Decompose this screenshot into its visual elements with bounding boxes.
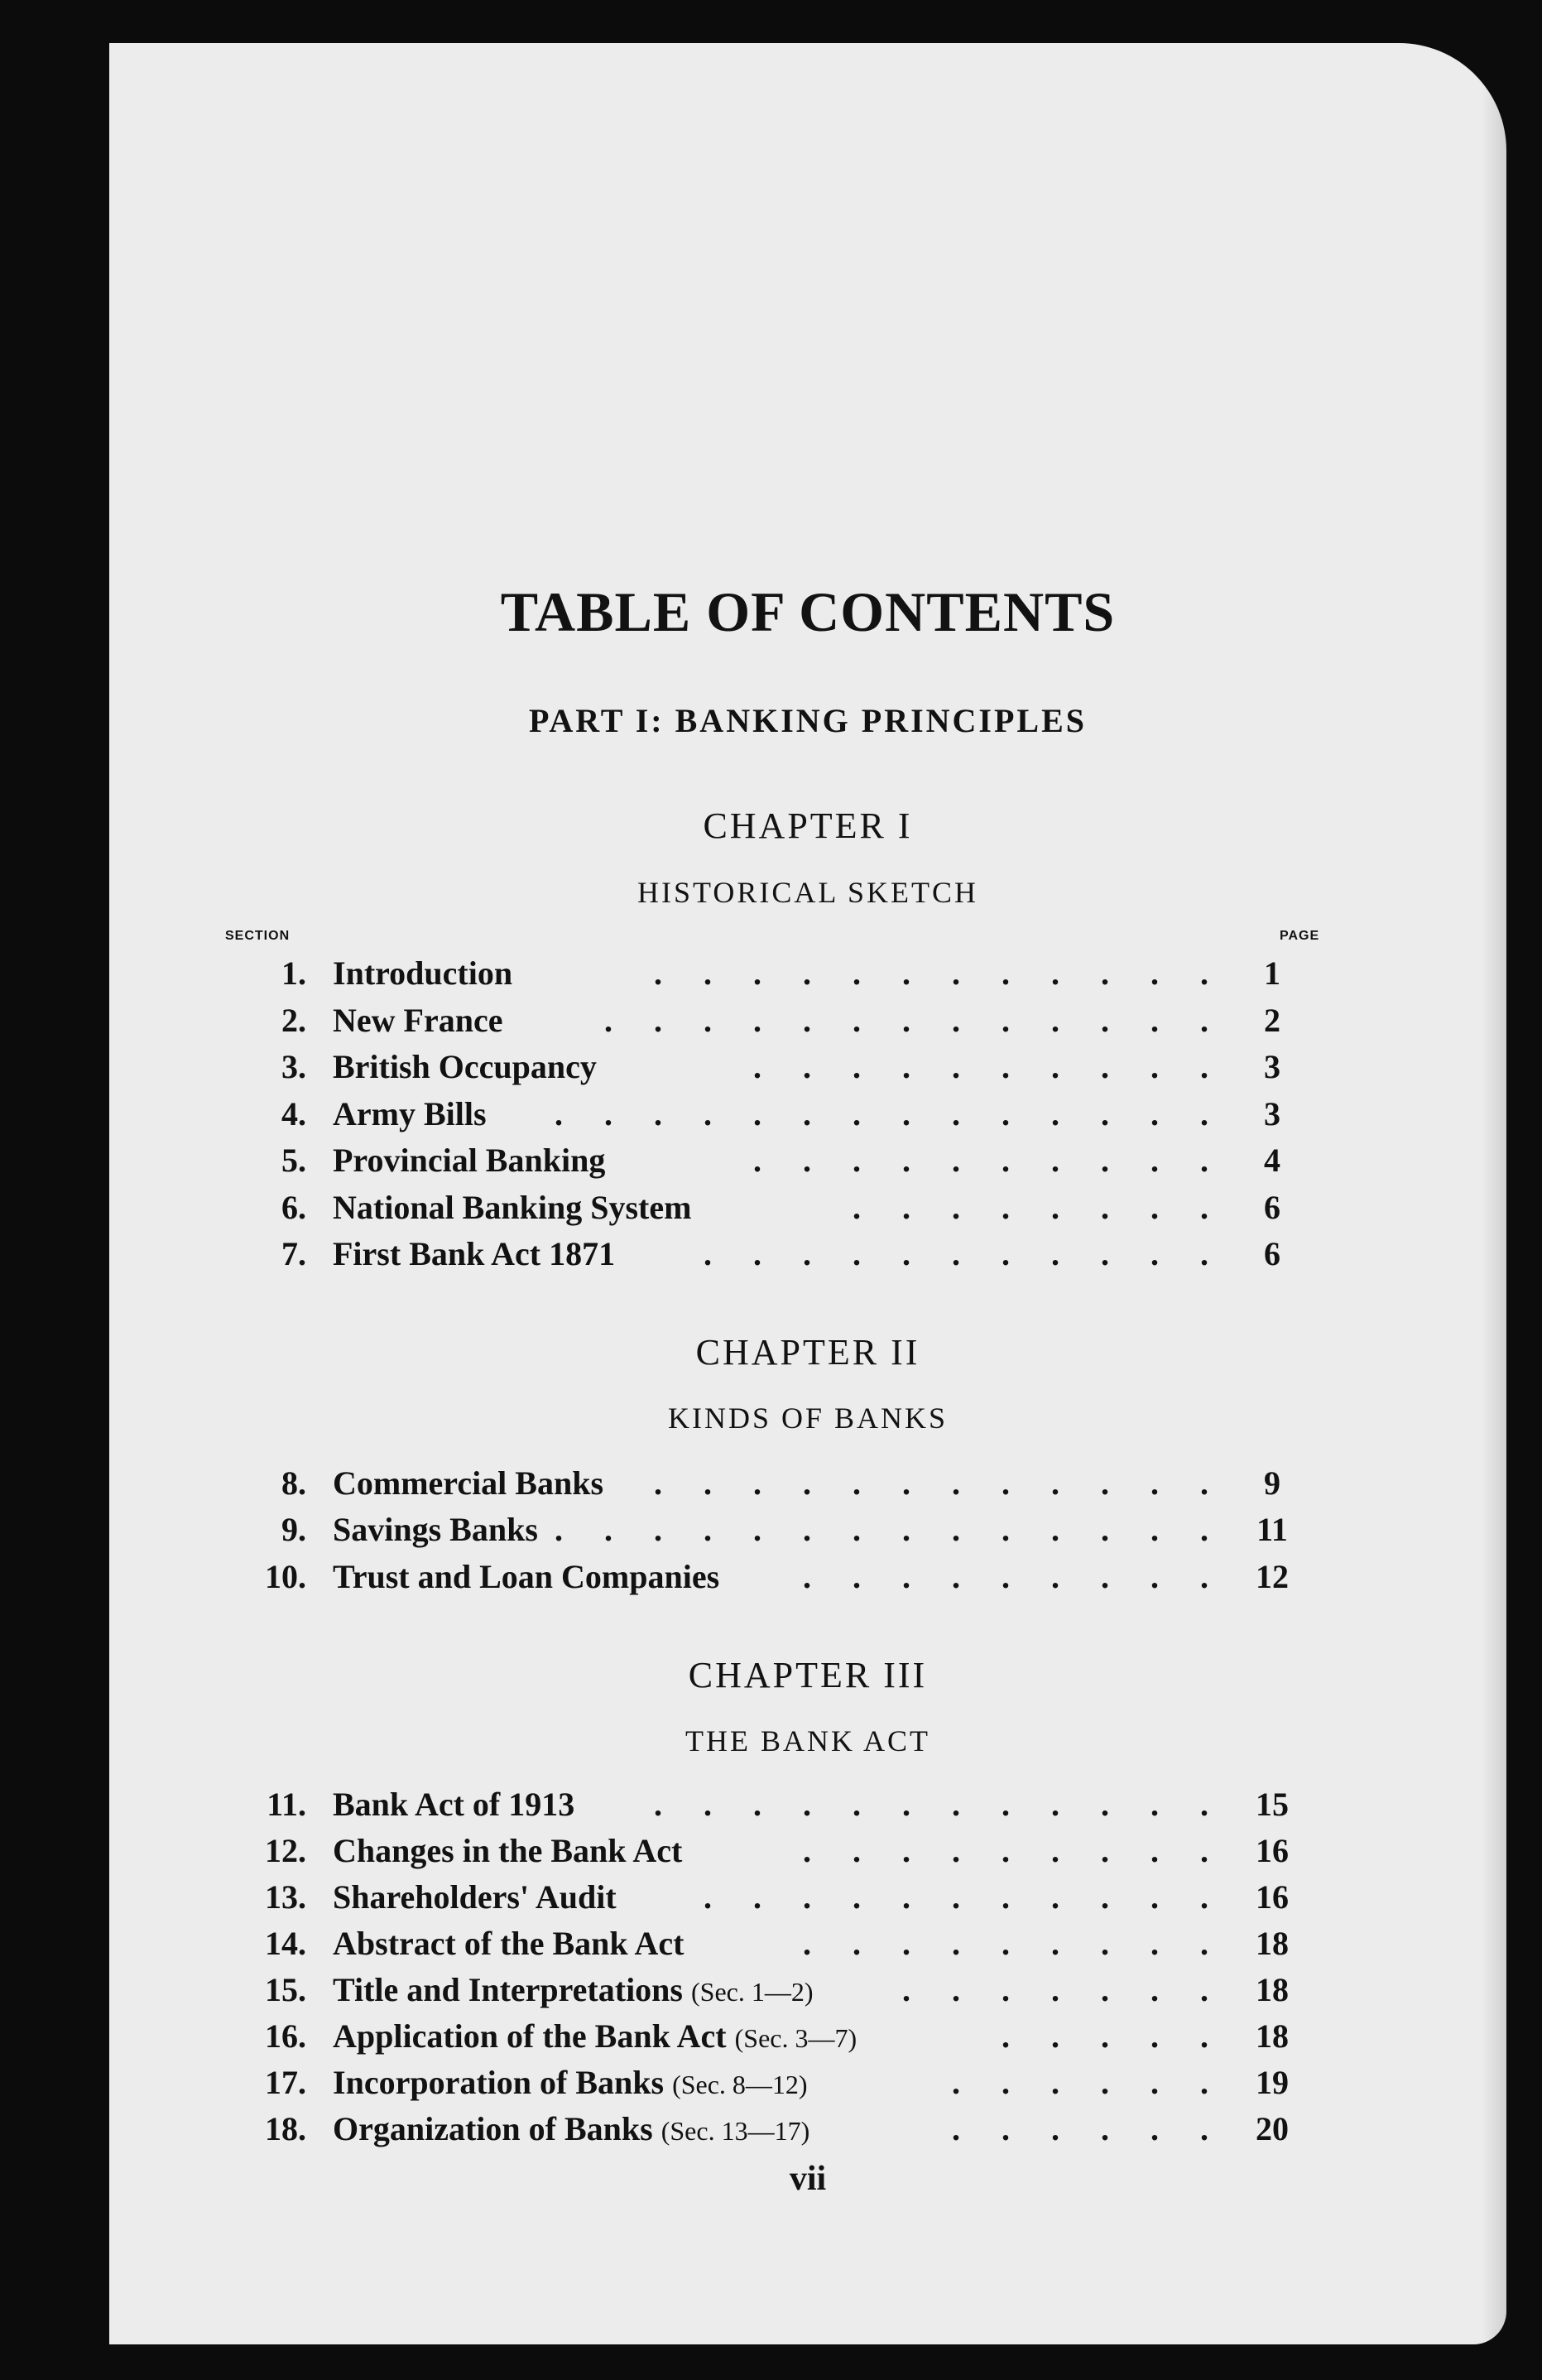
dot-leader: . . . . . . . . [853, 1189, 1225, 1226]
section-title: British Occupancy [333, 1048, 597, 1085]
page-number: 9 [1264, 1464, 1280, 1502]
toc-entry [109, 2060, 1506, 2106]
section-reference: (Sec. 13—17) [661, 2116, 810, 2146]
section-reference: (Sec. 1—2) [691, 1977, 814, 2007]
book-page [109, 43, 1506, 2344]
dot-leader: . . . . . . [952, 2110, 1225, 2147]
section-title [333, 2106, 809, 2154]
section-number: 17. [265, 2064, 306, 2101]
section-number: 16. [265, 2017, 306, 2055]
section-number: 15. [265, 1971, 306, 2008]
section-number: 5. [281, 1142, 306, 1179]
section-column-header: SECTION [225, 929, 291, 943]
page-number: 18 [1256, 2017, 1289, 2055]
page-number: 1 [1264, 954, 1280, 992]
dot-leader: . . . . . . . . . . . . [654, 1786, 1225, 1823]
chapter-title: CHAPTER II [695, 1332, 920, 1373]
contents-title: TABLE OF CONTENTS [500, 580, 1116, 643]
section-number: 14. [265, 1925, 306, 1962]
toc-entry [109, 1044, 1506, 1090]
section-reference: (Sec. 8—12) [672, 2070, 808, 2099]
dot-leader: . . . . . . . . . . . [704, 1878, 1225, 1916]
page-number: 16 [1256, 1878, 1289, 1916]
section-number: 11. [267, 1786, 306, 1823]
toc-entry [109, 998, 1506, 1044]
section-title [333, 2013, 857, 2061]
section-number: 8. [281, 1464, 306, 1502]
section-title: Army Bills [333, 1095, 487, 1132]
toc-entry [109, 1921, 1506, 1967]
chapter-subtitle: KINDS OF BANKS [667, 1402, 949, 1435]
toc-entry [109, 1781, 1506, 1828]
section-number: 1. [281, 954, 306, 992]
toc-entry [109, 1137, 1506, 1184]
toc-entry [109, 1874, 1506, 1921]
dot-leader: . . . . . . . . . . [753, 1142, 1225, 1179]
dot-leader: . . . . . . . . . . . . [654, 1464, 1225, 1502]
page-number: 12 [1256, 1558, 1289, 1595]
section-title-text: Application of the Bank Act [333, 2017, 727, 2055]
dot-leader: . . . . . . . . . [803, 1558, 1225, 1595]
section-title: First Bank Act 1871 [333, 1235, 616, 1272]
chapter-subtitle: THE BANK ACT [685, 1724, 930, 1757]
section-number: 18. [265, 2110, 306, 2147]
section-title: New France [333, 1002, 503, 1039]
section-title: Savings Banks [333, 1511, 538, 1548]
dot-leader: . . . . . . . . . . . [704, 1235, 1225, 1272]
section-number: 12. [265, 1832, 306, 1869]
toc-entry [109, 1554, 1506, 1600]
toc-entry [109, 2106, 1506, 2152]
page-number: 16 [1256, 1832, 1289, 1869]
chapter-title: CHAPTER III [688, 1655, 928, 1695]
chapter-subtitle: HISTORICAL SKETCH [636, 876, 979, 909]
dot-leader: . . . . . . . [902, 1971, 1225, 2008]
dot-leader: . . . . . . . . . . . . . . [555, 1511, 1225, 1548]
section-number: 7. [281, 1235, 306, 1272]
section-number: 4. [281, 1095, 306, 1132]
chapter-title: CHAPTER I [703, 805, 913, 846]
page-number: 18 [1256, 1925, 1289, 1962]
dot-leader: . . . . . . . . . . [753, 1048, 1225, 1085]
section-title: Shareholders' Audit [333, 1878, 617, 1916]
dot-leader: . . . . . . [952, 2064, 1225, 2101]
page-column-header: PAGE [1280, 929, 1320, 943]
section-reference: (Sec. 3—7) [734, 2023, 857, 2053]
section-number: 2. [281, 1002, 306, 1039]
section-title-text: Organization of Banks [333, 2110, 653, 2147]
section-number: 6. [281, 1189, 306, 1226]
section-title: Trust and Loan Companies [333, 1558, 720, 1595]
toc-entry [109, 1507, 1506, 1553]
page-number: 20 [1256, 2110, 1289, 2147]
page-number: 19 [1256, 2064, 1289, 2101]
toc-entry [109, 950, 1506, 997]
page-number: 3 [1264, 1095, 1280, 1132]
section-title-text: Title and Interpretations [333, 1971, 683, 2008]
dot-leader: . . . . . . . . . [803, 1925, 1225, 1962]
dot-leader: . . . . . [1002, 2017, 1225, 2055]
section-title: Introduction [333, 954, 513, 992]
page-number: 11 [1256, 1511, 1288, 1548]
toc-entry [109, 2013, 1506, 2060]
section-number: 9. [281, 1511, 306, 1548]
section-title: Provincial Banking [333, 1142, 606, 1179]
page-number: 18 [1256, 1971, 1289, 2008]
toc-entry [109, 1231, 1506, 1277]
toc-entry [109, 1460, 1506, 1507]
dot-leader: . . . . . . . . . . . . . [604, 1002, 1225, 1039]
section-title: Commercial Banks [333, 1464, 604, 1502]
page-number: 15 [1256, 1786, 1289, 1823]
toc-entry [109, 1828, 1506, 1874]
page-number: 2 [1264, 1002, 1280, 1039]
dot-leader: . . . . . . . . . . . . . . [555, 1095, 1225, 1132]
toc-entry [109, 1967, 1506, 2013]
section-title: Bank Act of 1913 [333, 1786, 575, 1823]
section-number: 3. [281, 1048, 306, 1085]
dot-leader: . . . . . . . . . [803, 1832, 1225, 1869]
section-title [333, 2060, 808, 2108]
section-title [333, 1967, 814, 2015]
section-title: Changes in the Bank Act [333, 1832, 683, 1869]
toc-entry [109, 1091, 1506, 1137]
toc-entry [109, 1185, 1506, 1231]
section-title: Abstract of the Bank Act [333, 1925, 685, 1962]
part-title: PART I: BANKING PRINCIPLES [528, 702, 1088, 739]
page-number: 4 [1264, 1142, 1280, 1179]
page-number: 3 [1264, 1048, 1280, 1085]
page-folio: vii [789, 2160, 827, 2198]
section-title-text: Incorporation of Banks [333, 2064, 665, 2101]
page-number: 6 [1264, 1189, 1280, 1226]
page-number: 6 [1264, 1235, 1280, 1272]
dot-leader: . . . . . . . . . . . . [654, 954, 1225, 992]
section-number: 13. [265, 1878, 306, 1916]
section-title: National Banking System [333, 1189, 692, 1226]
section-number: 10. [265, 1558, 306, 1595]
